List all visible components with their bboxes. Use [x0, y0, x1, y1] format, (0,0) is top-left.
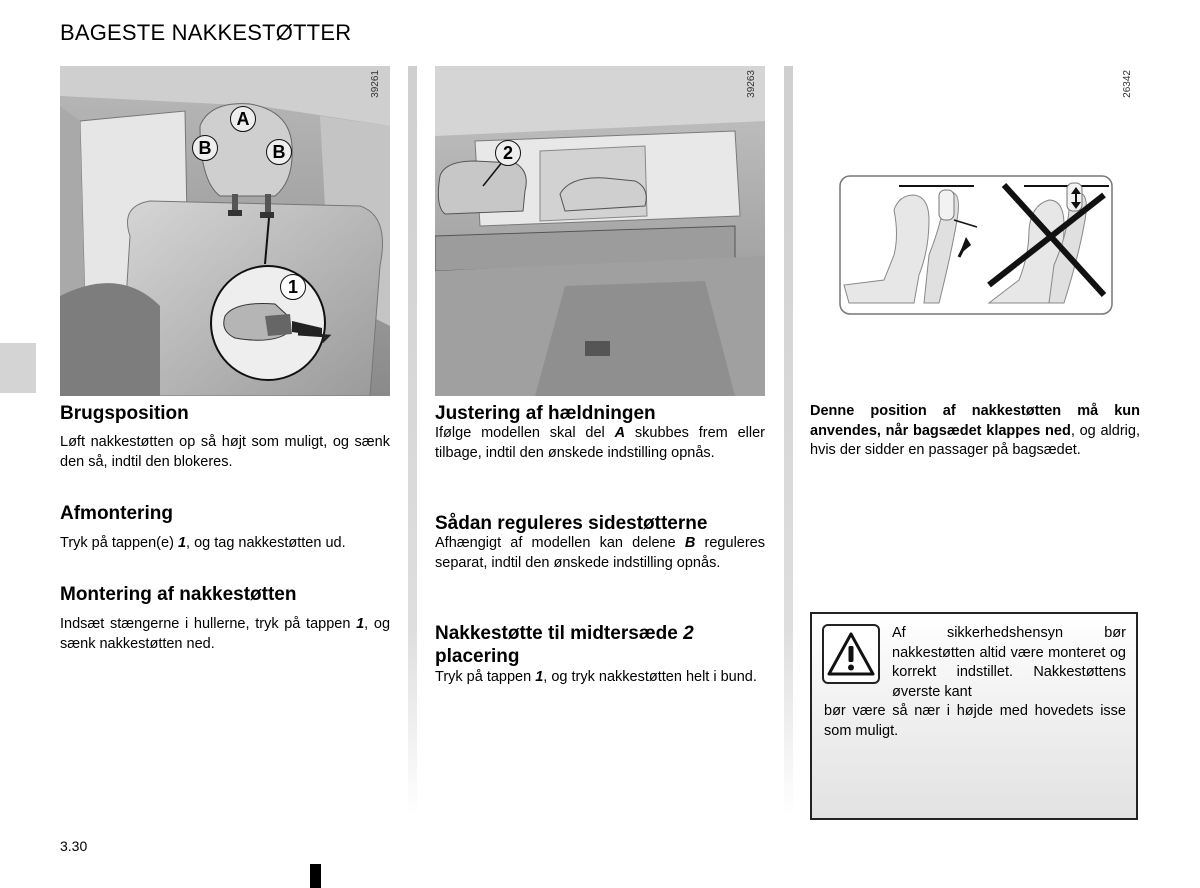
- text-afmontering: Tryk på tappen(e) 1, og tag nakkestøtten ud.: [60, 535, 346, 551]
- heading-sidestotter: Sådan reguleres sidestøtterne: [435, 513, 708, 534]
- heading-midtersaede: Nakkestøtte til midtersæde 2 placering: [435, 623, 694, 667]
- page-number: 3.30: [60, 838, 88, 854]
- figure-number: 26342: [1122, 70, 1133, 98]
- heading-brugsposition: Brugsposition: [60, 403, 189, 424]
- heading-justering: Justering af hældningen: [435, 403, 656, 424]
- figure-number: 39261: [370, 70, 381, 98]
- heading-afmontering: Afmontering: [60, 503, 173, 524]
- warning-text-first-lines: Af sikkerhedshensyn bør nakkestøtten altid være monteret og korrekt indstillet. Nakkestøttens øverste kant: [892, 625, 1126, 700]
- headrest-photo-figure: [60, 66, 390, 396]
- text-midtersaede: Tryk på tappen 1, og tryk nakkestøtten helt i bund.: [435, 669, 757, 685]
- warning-box: [810, 612, 1138, 820]
- callout-a: A: [230, 106, 256, 132]
- figure-number: 39263: [746, 70, 757, 98]
- warning-triangle-icon: [822, 624, 880, 684]
- middle-headrest-photo-figure: [435, 66, 765, 396]
- headrest-position-diagram: [839, 175, 1113, 315]
- callout-b-left: B: [192, 135, 218, 161]
- rear-cargo-middle-headrest-illustration: [435, 66, 765, 396]
- warning-text-continuation: bør være så nær i højde med hovedets isse som muligt.: [824, 703, 1126, 739]
- callout-2: 2: [495, 140, 521, 166]
- column-divider: [408, 66, 417, 816]
- page-edge-mark: [310, 864, 321, 888]
- rear-seat-headrest-illustration: [60, 66, 390, 396]
- text-justering: Ifølge modellen skal del A skubbes frem eller tilbage, indtil den ønskede indstilling opnås.: [435, 425, 765, 461]
- text-montering: Indsæt stængerne i hullerne, tryk på tappen 1, og sænk nakkestøtten ned.: [60, 616, 391, 652]
- note-position: Denne position af nakkestøtten må kun anvendes, når bagsædet klappes ned, og aldrig, hvis der sidder en passager på bagsædet.: [810, 403, 1140, 458]
- page-title: BAGESTE NAKKESTØTTER: [60, 20, 352, 45]
- column-divider: [784, 66, 793, 816]
- text-brugsposition: Løft nakkestøtten op så højt som muligt, og sænk den så, indtil den blokeres.: [60, 434, 390, 470]
- headrest-position-illustration: [839, 175, 1113, 315]
- text-sidestotter: Afhængigt af modellen kan delene B reguleres separat, indtil den ønskede indstilling opnås.: [435, 535, 765, 571]
- callout-b-right: B: [266, 139, 292, 165]
- section-tab: [0, 343, 36, 393]
- heading-montering: Montering af nakkestøtten: [60, 584, 297, 605]
- callout-1: 1: [280, 274, 306, 300]
